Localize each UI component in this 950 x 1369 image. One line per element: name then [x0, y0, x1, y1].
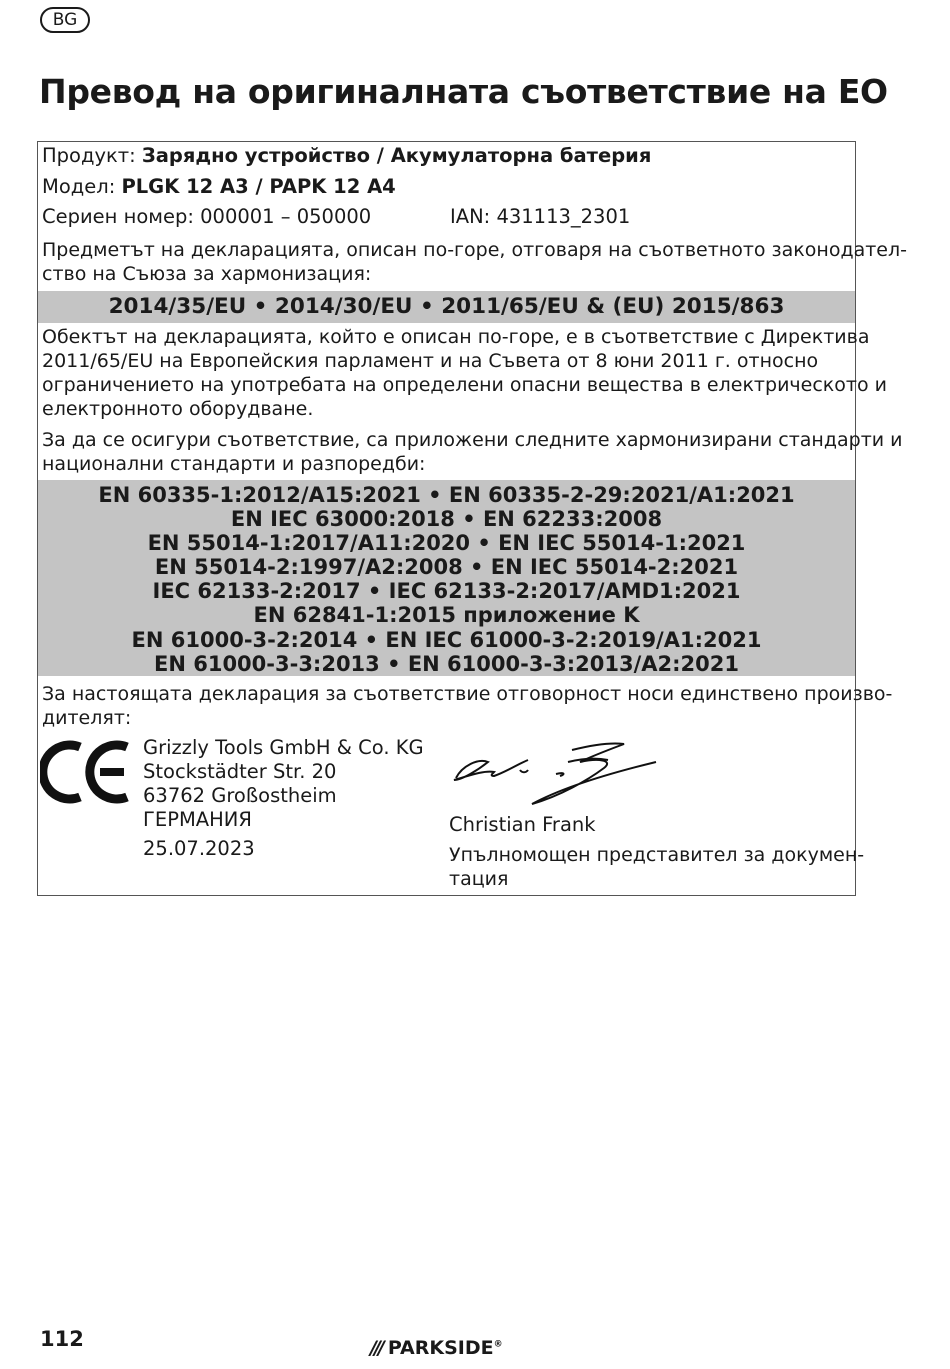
standards-intro: За да се осигури съответствие, са приложени следните хармонизирани стандарти и национални стандарти и разпоредби:	[42, 429, 903, 475]
responsibility-text: За настоящата декларация за съответствие отговорност носи единствено произво- дителят:	[42, 683, 893, 729]
standard-line: EN 55014-2:1997/A2:2008 • EN IEC 55014-2:2021	[154, 555, 739, 580]
product-value: Зарядно устройство / Акумулаторна батерия	[141, 144, 652, 167]
standard-line: EN 55014-1:2017/A11:2020 • EN IEC 55014-1:2021	[147, 531, 746, 556]
signer-role: Упълномощен представител за докумен- тация	[449, 844, 865, 890]
page-number: 112	[40, 1327, 84, 1351]
standard-line: IEC 62133-2:2017 • IEC 62133-2:2017/AMD1:2021	[152, 579, 741, 604]
standard-line: EN IEC 63000:2018 • EN 62233:2008	[230, 507, 663, 532]
brand-slash-icon: ///	[370, 1337, 382, 1359]
model-value: PLGK 12 A3 / PAPK 12 A4	[121, 175, 396, 198]
model-line: Модел: PLGK 12 A3 / PAPK 12 A4	[42, 175, 396, 198]
standard-line: EN 61000-3-3:2013 • EN 61000-3-3:2013/A2:2021	[153, 651, 739, 676]
language-badge: BG	[40, 7, 90, 33]
ce-mark-icon	[40, 739, 132, 805]
ian-number: IAN: 431113_2301	[450, 205, 631, 228]
rohs-text: Обектът на декларацията, който е описан по-горе, е в съответствие с Директива 2011/65/EU на Европейския парламент и на Съвета от 8 юни 2011 г. относно ограничението на употребата на определени опасни вещества в електрическото и електронното оборудване.	[42, 326, 887, 420]
serial-number: Сериен номер: 000001 – 050000	[42, 205, 372, 228]
signature-image	[448, 740, 658, 810]
conformity-text: Предметът на декларацията, описан по-горе, отговаря на съответното законодател- ство на Съюза за хармонизация:	[42, 239, 907, 285]
standard-line: EN 60335-1:2012/A15:2021 • EN 60335-2-29:2021/A1:2021	[98, 483, 795, 507]
declaration-date: 25.07.2023	[143, 837, 255, 860]
manufacturer-address: Grizzly Tools GmbH & Co. KG Stockstädter Str. 20 63762 Großostheim ГЕРМАНИЯ	[143, 736, 424, 831]
standards-band	[38, 480, 855, 676]
brand-logo: /// PARKSIDE®	[370, 1337, 503, 1359]
standard-line: EN 62841-1:2015 приложение K	[253, 603, 640, 628]
page-title: Превод на оригиналната съответствие на ЕО	[39, 72, 888, 111]
signer-name: Christian Frank	[449, 813, 596, 836]
declaration-box	[37, 141, 907, 896]
directives-band: 2014/35/EU • 2014/30/EU • 2011/65/EU & (EU) 2015/863	[38, 291, 855, 323]
standard-line: EN 61000-3-2:2014 • EN IEC 61000-3-2:2019/A1:2021	[131, 627, 762, 652]
product-line: Продукт: Зарядно устройство / Акумулаторна батерия	[42, 144, 652, 167]
